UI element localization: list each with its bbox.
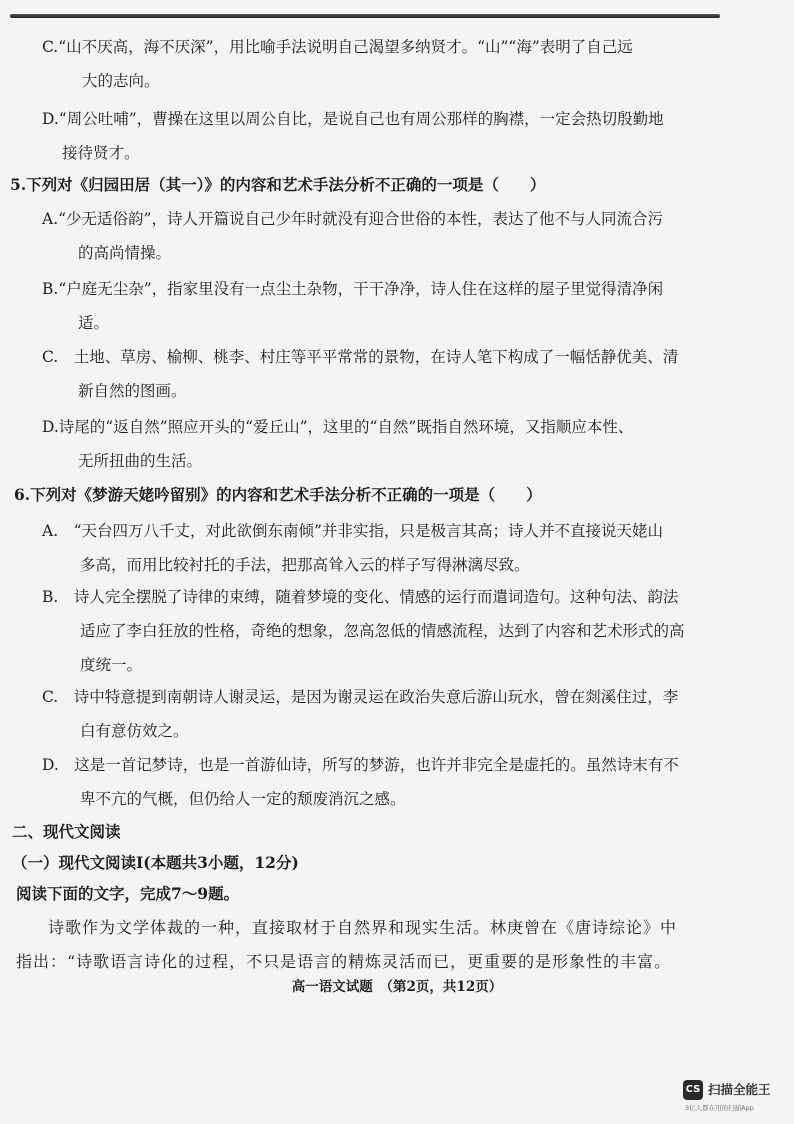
section-heading: 二、现代文阅读	[12, 822, 121, 841]
reading-instruction: 阅读下面的文字，完成7～9题。	[16, 884, 240, 903]
q6-option-d-line1: D. 这是一首记梦诗，也是一首游仙诗，所写的梦游，也许并非完全是虚托的。虽然诗末有不	[42, 756, 679, 774]
q6-option-b-line3: 度统一。	[80, 656, 143, 674]
passage-line1: 诗歌作为文学体裁的一种，直接取材于自然界和现实生活。林庚曾在《唐诗综论》中	[48, 918, 678, 937]
q4-option-c-line1: C.“山不厌高，海不厌深”，用比喻手法说明自己渴望多纳贤才。“山”“海”表明了自己远	[42, 38, 633, 56]
q6-option-c-line1: C. 诗中特意提到南朝诗人谢灵运，是因为谢灵运在政治失意后游山玩水，曾在剡溪住过，李	[42, 688, 679, 706]
q5-option-c-line1: C. 土地、草房、榆柳、桃李、村庄等平平常常的景物，在诗人笔下构成了一幅恬静优美、清	[42, 348, 679, 366]
q6-option-a-line1: A. “天台四万八千丈，对此欲倒东南倾”并非实指，只是极言其高；诗人并不直接说天姥山	[42, 522, 663, 540]
q5-option-d-line1: D.诗尾的“返自然”照应开头的“爱丘山”，这里的“自然”既指自然环境，又指顺应本性、	[42, 418, 634, 436]
watermark-name: 扫描全能王	[708, 1082, 771, 1097]
q4-option-c-line2: 大的志向。	[82, 72, 160, 90]
q6-option-c-line2: 白有意仿效之。	[80, 722, 189, 740]
page-footer: 高一语文试题 （第2页，共12页）	[291, 979, 503, 995]
top-border-line	[10, 14, 720, 18]
q5-stem: 5.下列对《归园田居（其一）》的内容和艺术手法分析不正确的一项是（ ）	[10, 175, 546, 194]
q5-option-a-line1: A.“少无适俗韵”，诗人开篇说自己少年时就没有迎合世俗的本性，表达了他不与人同流合污	[42, 210, 663, 228]
scanner-watermark	[683, 1078, 791, 1116]
q6-option-a-line2: 多高，而用比较衬托的手法，把那高耸入云的样子写得淋漓尽致。	[80, 556, 530, 574]
q6-option-b-line2: 适应了李白狂放的性格，奇绝的想象，忽高忽低的情感流程，达到了内容和艺术形式的高	[80, 622, 685, 640]
q5-option-a-line2: 的高尚情操。	[78, 244, 172, 262]
q5-option-b-line1: B.“户庭无尘杂”，指家里没有一点尘土杂物，干干净净，诗人住在这样的屋子里觉得清净闲	[42, 280, 664, 298]
q6-stem: 6.下列对《梦游天姥吟留别》的内容和艺术手法分析不正确的一项是（ ）	[14, 485, 542, 504]
camscanner-logo-icon: CS	[683, 1080, 703, 1100]
q4-option-d-line2: 接待贤才。	[62, 144, 140, 162]
q5-option-d-line2: 无所扭曲的生活。	[78, 452, 203, 470]
watermark-subtitle: 3亿人都在用的扫描App	[685, 1104, 754, 1112]
q6-option-d-line2: 卑不亢的气概，但仍给人一定的颓废消沉之感。	[80, 790, 406, 808]
passage-line2: 指出：“诗歌语言诗化的过程，不只是语言的精炼灵活而已，更重要的是形象性的丰富。	[16, 952, 672, 971]
subsection-heading: （一）现代文阅读Ⅰ(本题共3小题，12分)	[12, 853, 299, 872]
q5-option-b-line2: 适。	[78, 314, 110, 332]
q4-option-d-line1: D.“周公吐哺”，曹操在这里以周公自比，是说自己也有周公那样的胸襟，一定会热切殷勤地	[42, 110, 664, 128]
q5-option-c-line2: 新自然的图画。	[78, 382, 187, 400]
q6-option-b-line1: B. 诗人完全摆脱了诗律的束缚，随着梦境的变化、情感的运行而遣词造句。这种句法、韵法	[42, 588, 679, 606]
